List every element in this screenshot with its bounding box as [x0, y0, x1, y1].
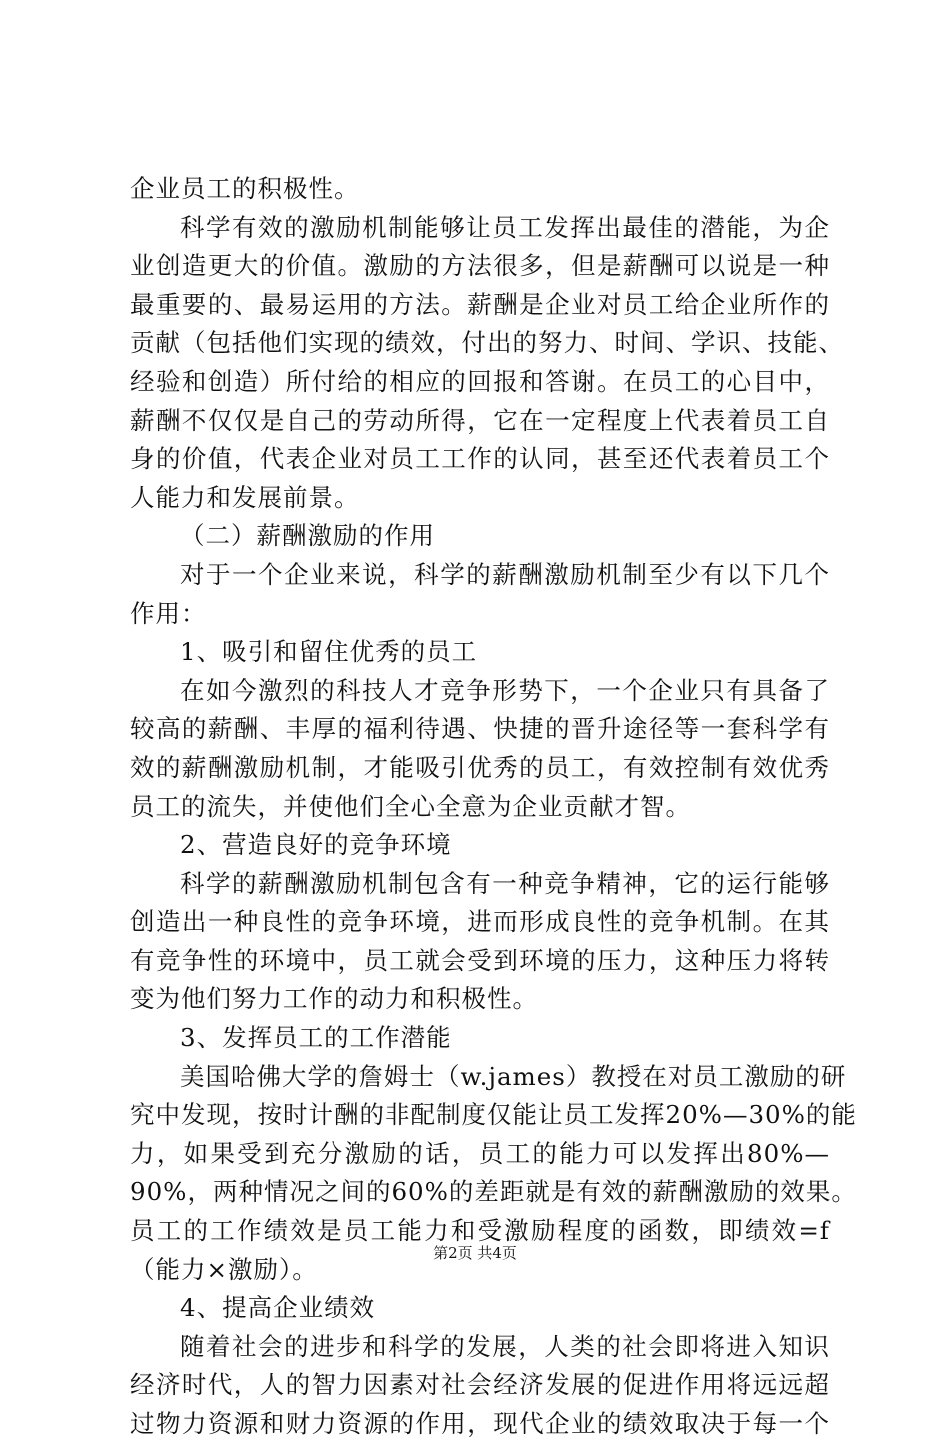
text-line: 4、提高企业绩效 [180, 1293, 376, 1323]
text-line: 员工的流失，并使他们全心全意为企业贡献才智。 [130, 791, 691, 821]
text-line: 创造出一种良性的竞争环境，进而形成良性的竞争机制。在其 [130, 907, 830, 937]
text-line: 经济时代，人的智力因素对社会经济发展的促进作用将远远超 [130, 1370, 830, 1400]
text-line: 效的薪酬激励机制，才能吸引优秀的员工，有效控制有效优秀 [130, 752, 830, 782]
text-line: 业创造更大的价值。激励的方法很多，但是薪酬可以说是一种 [130, 251, 830, 281]
text-line: 对于一个企业来说，科学的薪酬激励机制至少有以下几个 [180, 559, 830, 589]
text-line: 有竞争性的环境中，员工就会受到环境的压力，这种压力将转 [130, 945, 830, 975]
text-line: 科学的薪酬激励机制包含有一种竞争精神，它的运行能够 [180, 868, 830, 898]
text-line: 2、营造良好的竞争环境 [180, 830, 452, 860]
text-line: 究中发现，按时计酬的非配制度仅能让员工发挥20%—30%的能 [130, 1100, 857, 1130]
text-line: 力，如果受到充分激励的话，员工的能力可以发挥出80%— [130, 1138, 830, 1168]
text-line: 在如今激烈的科技人才竞争形势下，一个企业只有具备了 [180, 675, 830, 705]
text-line: 企业员工的积极性。 [130, 174, 360, 203]
text-line: 3、发挥员工的工作潜能 [180, 1023, 452, 1053]
text-line: 薪酬不仅仅是自己的劳动所得，它在一定程度上代表着员工自 [130, 405, 830, 435]
text-line: 美国哈佛大学的詹姆士（w.james）教授在对员工激励的研 [180, 1061, 847, 1091]
text-line: 经验和创造）所付给的相应的回报和答谢。在员工的心目中， [130, 366, 830, 396]
text-line: 变为他们努力工作的动力和积极性。 [130, 984, 538, 1014]
text-line: 作用： [130, 598, 207, 628]
text-line: 90%，两种情况之间的60%的差距就是有效的薪酬激励的效果。 [130, 1177, 857, 1207]
text-line: 过物力资源和财力资源的作用，现代企业的绩效取决于每一个 [130, 1409, 830, 1438]
text-line: 随着社会的进步和科学的发展，人类的社会即将进入知识 [180, 1331, 830, 1361]
text-line: 较高的薪酬、丰厚的福利待遇、快捷的晋升途径等一套科学有 [130, 714, 830, 744]
text-line: 科学有效的激励机制能够让员工发挥出最佳的潜能，为企 [180, 212, 830, 242]
text-line: 贡献（包括他们实现的绩效，付出的努力、时间、学识、技能、 [130, 328, 844, 358]
text-line: 身的价值，代表企业对员工工作的认同，甚至还代表着员工个 [130, 444, 830, 474]
text-line: （能力×激励）。 [130, 1254, 318, 1284]
page-footer: 第2页 共4页 [433, 1244, 517, 1262]
text-line: （二）薪酬激励的作用 [180, 521, 435, 551]
text-line: 人能力和发展前景。 [130, 482, 360, 512]
text-line: 最重要的、最易运用的方法。薪酬是企业对员工给企业所作的 [130, 289, 830, 319]
text-line: 员工的工作绩效是员工能力和受激励程度的函数，即绩效=f [130, 1216, 830, 1246]
text-line: 1、吸引和留住优秀的员工 [180, 637, 478, 667]
